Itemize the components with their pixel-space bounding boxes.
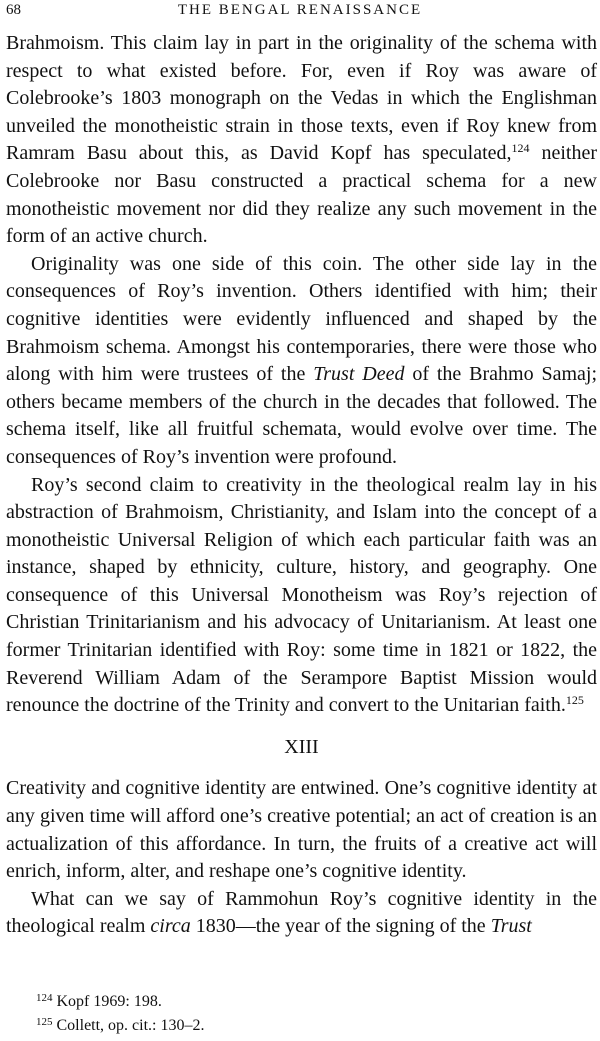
footnote-124 <box>6 990 597 1014</box>
paragraph-5 <box>6 886 597 941</box>
footnote-number: 125 <box>36 1016 53 1028</box>
paragraph-5-italic-b: Trust <box>490 915 532 938</box>
footnote-ref-124: 124 <box>511 141 530 156</box>
paragraph-2-text-a: Originality was one side of this coin. The other side lay in the consequences of Roy’s invention. Others identified with him; their cognitive identities were evidently influenced and shaped by the Brahmoism schema. Amongst his contemporaries, there were those who along with him were trustees of the <box>6 252 597 386</box>
page-number: 68 <box>6 2 21 18</box>
footnote-text: Kopf 1969: 198. <box>56 993 162 1010</box>
paragraph-5-text-b: 1830—the year of the signing of the <box>190 915 491 938</box>
footnote-ref-125: 125 <box>565 693 584 708</box>
footnote-text: Collett, op. cit.: 130–2. <box>56 1017 205 1034</box>
paragraph-2 <box>6 251 597 472</box>
running-header <box>6 0 594 20</box>
main-text <box>6 30 597 941</box>
paragraph-2-italic: Trust Deed <box>313 363 405 386</box>
paragraph-3-text: Roy’s second claim to creativity in the theological realm lay in his abstraction of Brahmoism, Christianity, and Islam into the concept of a monotheistic Universal Religion of which each particular faith was an instance, shaped by ethnicity, culture, history, and geography. One consequence of this Universal Monotheism was Roy’s rejection of Christian Trinitarianism and his advocacy of Unitarianism. At least one former Trinitarian identified with Roy: some time in 1821 or 1822, the Reverend William Adam of the Serampore Baptist Mission would renounce the doctrine of the Trinity and convert to the Unitarian faith. <box>6 473 597 717</box>
footnote-number: 124 <box>36 992 53 1004</box>
paragraph-2-text-b: of the Brahmo Samaj; others became members of the church in the decades that followed. The schema itself, like all fruitful schemata, would evolve over time. The consequences of Roy’s invention were profound. <box>6 363 598 468</box>
paragraph-4-text: Creativity and cognitive identity are entwined. One’s cognitive identity at any given time will afford one’s creative potential; an act of creation is an actualization of this affordance. In turn, the fruits of a creative act will enrich, inform, alter, and reshape one’s cognitive identity. <box>6 777 597 883</box>
footnotes <box>6 990 597 1038</box>
paragraph-5-text-a: What can we say of Rammohun Roy’s cognitive identity in the theological realm <box>6 887 597 938</box>
section-heading: XIII <box>284 735 319 758</box>
paragraph-3 <box>6 472 597 720</box>
running-title: THE BENGAL RENAISSANCE <box>177 2 423 18</box>
footnote-125 <box>6 1014 597 1038</box>
paragraph-4 <box>6 775 597 885</box>
paragraph-1 <box>6 30 597 251</box>
paragraph-1-text-a: Brahmoism. This claim lay in part in the originality of the schema with respect to what existed before. For, even if Roy was aware of Colebrooke’s 1803 monograph on the Vedas in which the Englishman unveiled the monotheistic strain in those texts, even if Roy knew from Ramram Basu about this, as David Kopf has speculated, <box>6 32 597 165</box>
paragraph-1-text-b: neither Colebrooke nor Basu constructed a practical schema for a new monotheistic movement nor did they realize any such movement in the form of an active church. <box>6 142 597 248</box>
paragraph-5-italic-a: circa <box>150 915 191 938</box>
